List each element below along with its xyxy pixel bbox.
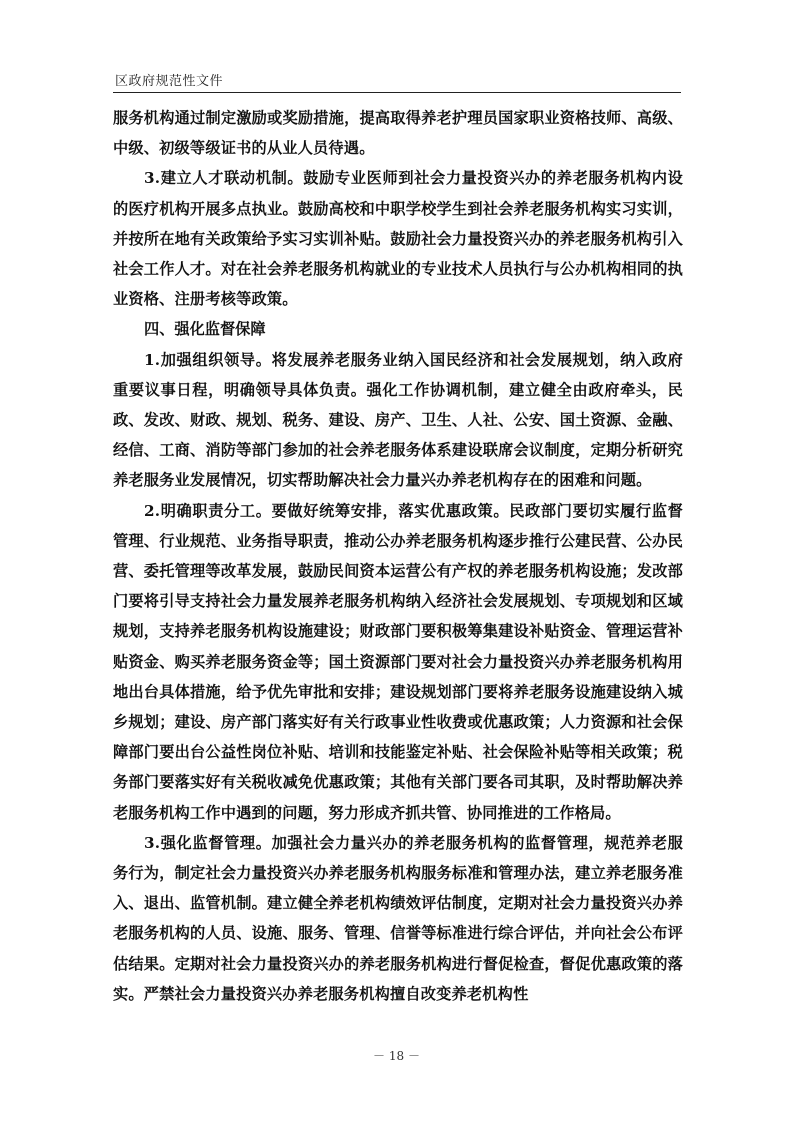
page-header xyxy=(113,70,681,93)
section-heading: 四、强化监督保障 xyxy=(144,320,266,339)
paragraph-continuation: 服务机构通过制定激励或奖励措施，提高取得养老护理员国家职业资格技师、高级、中级、初级等级证书的从业人员待遇。 xyxy=(113,109,683,158)
paragraph-talent-linkage: 3.建立人才联动机制。鼓励专业医师到社会力量投资兴办的养老服务机构内设的医疗机构开展多点执业。鼓励高校和中职学校学生到社会养老服务机构实习实训，并按所在地有关政策给予实习实训补贴。鼓励社会力量投资兴办的养老服务机构引入社会工作人才。对在社会养老服务机构就业的专业技术人员执行与公办机构相同的执业资格、注册考核等政策。 xyxy=(113,169,683,309)
paragraph-supervision: 3.强化监督管理。加强社会力量兴办的养老服务机构的监督管理，规范养老服务行为，制定社会力量投资兴办养老服务机构服务标准和管理办法，建立养老服务准入、退出、监管机制。建立健全养老机构绩效评估制度，定期对社会力量投资兴办养老服务机构的人员、设施、服务、管理、信誉等标准进行综合评估，并向社会公布评估结果。定期对社会力量投资兴办的养老服务机构进行督促检查，督促优惠政策的落实。严禁社会力量投资兴办养老服务机构擅自改变养老机构性 xyxy=(113,833,683,1003)
paragraph-duty-division: 2.明确职责分工。要做好统筹安排，落实优惠政策。民政部门要切实履行监督管理、行业规范、业务指导职责，推动公办养老服务机构逐步推行公建民营、公办民营、委托管理等改革发展，鼓励民间资本运营公有产权的养老服务机构设施；发改部门要将引导支持社会力量发展养老服务机构纳入经济社会发展规划、专项规划和区域规划，支持养老服务机构设施建设；财政部门要积极筹集建设补贴资金、管理运营补贴资金、购买养老服务资金等；国土资源部门要对社会力量投资兴办养老服务机构用地出台具体措施，给予优先审批和安排；建设规划部门要将养老服务设施建设纳入城乡规划；建设、房产部门落实好有关行政事业性收费或优惠政策；人力资源和社会保障部门要出台公益性岗位补贴、培训和技能鉴定补贴、社会保险补贴等相关政策；税务部门要落实好有关税收减免优惠政策；其他有关部门要各司其职，及时帮助解决养老服务机构工作中遇到的问题，努力形成齐抓共管、协同推进的工作格局。 xyxy=(113,501,683,822)
header-title: 区政府规范性文件 xyxy=(115,74,224,89)
page-number: － 18 － xyxy=(373,1049,420,1063)
paragraph-organization-leadership: 1.加强组织领导。将发展养老服务业纳入国民经济和社会发展规划，纳入政府重要议事日程，明确领导具体负责。强化工作协调机制，建立健全由政府牵头，民政、发改、财政、规划、税务、建设、房产、卫生、人社、公安、国土资源、金融、经信、工商、消防等部门参加的社会养老服务体系建设联席会议制度，定期分析研究养老服务业发展情况，切实帮助解决社会力量兴办养老机构存在的困难和问题。 xyxy=(113,350,683,490)
document-body xyxy=(113,103,683,1009)
